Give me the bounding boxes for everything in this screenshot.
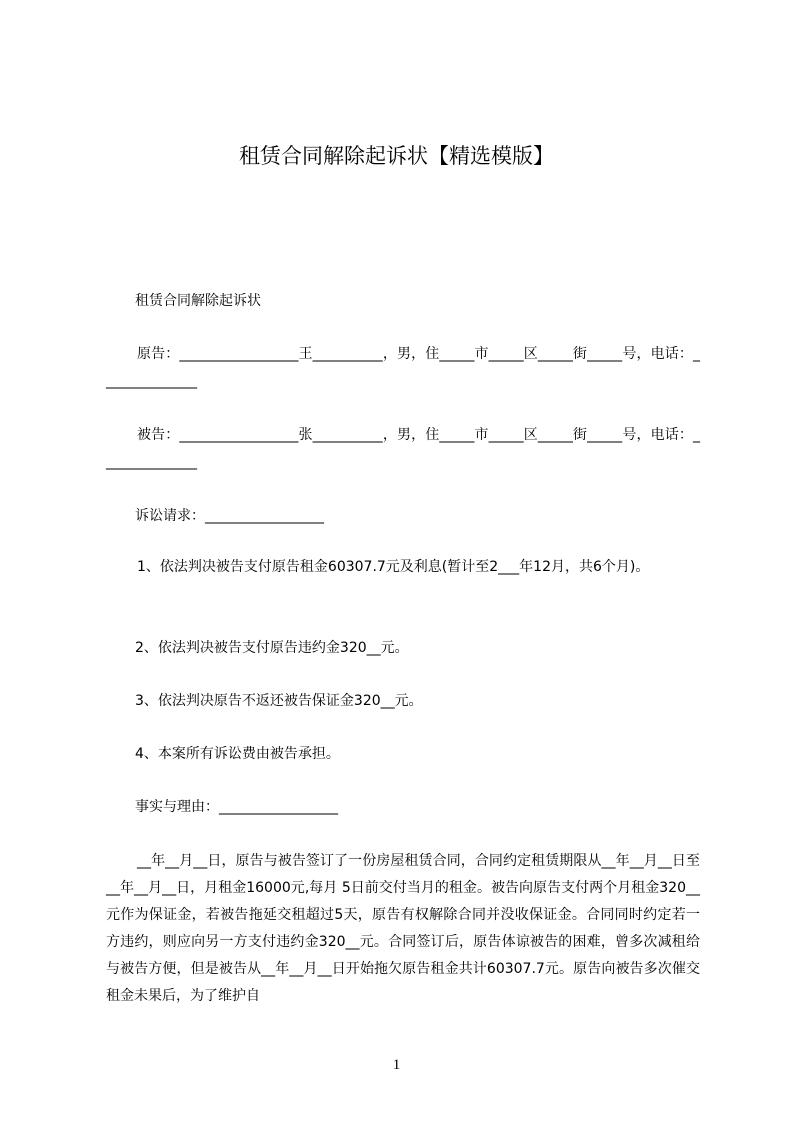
claim-item-1: 1、依法判决被告支付原告租金60307.7元及利息(暂计至2___年12月，共6个月)。 <box>137 559 650 575</box>
facts-body: __年__月__日，原告与被告签订了一份房屋租赁合同，合同约定租赁期限从__年__月__日至__年__月__日，月租金16000元,每月 5日前交付当月的租金。被告向原告支付两个月租金320__元作为保证金，若被告拖延交租超过5天，原告有权解除合同并没收保证金。合同同时约定若一方违约，则应向另一方支付违约金320__元。合同签订后，原告体谅被告的困难，曾多次减租给与被告方便，但是被告从__年__月__日开始拖欠原告租金共计60307.7元。原告向被告多次催交租金未果后，为了维护自 <box>106 853 700 1004</box>
plaintiff-paragraph: 原告：_________________王__________，男，住_____市_____区_____街_____号，电话：______________ <box>106 346 700 389</box>
claims-label: 诉讼请求：_________________ <box>135 508 324 524</box>
claim-item-4: 4、本案所有诉讼费由被告承担。 <box>135 746 340 762</box>
claim-item-3: 3、依法判决原告不返还被告保证金320__元。 <box>135 693 423 709</box>
defendant-paragraph: 被告：_________________张__________，男，住_____市_____区_____街_____号，电话：______________ <box>106 427 700 470</box>
heading: 租赁合同解除起诉状 <box>135 293 261 309</box>
facts-label: 事实与理由：_________________ <box>135 799 338 815</box>
claim-item-2: 2、依法判决被告支付原告违约金320__元。 <box>135 640 409 656</box>
page-number: 1 <box>392 1057 401 1073</box>
document-title: 租赁合同解除起诉状【精选模版】 <box>239 144 554 168</box>
